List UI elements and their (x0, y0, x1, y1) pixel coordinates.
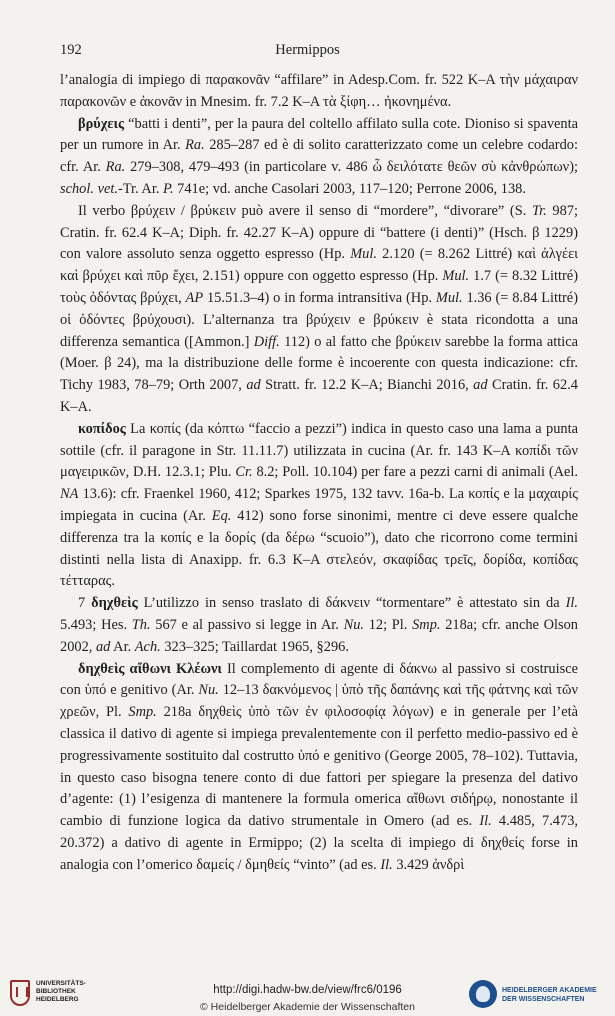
italic-abbrev: Nu. (198, 682, 219, 699)
text-run: l’analogia di impiego di παρακονᾶν “affilare” in Adesp.Com. fr. 522 K–A τὴν μάχαιραν παρακονῶν e ἀκονᾶν in Mnesim. fr. 7.2 K–A τὰ ξίφη… ἠκονημένα. (60, 72, 578, 110)
italic-abbrev: Eq. (211, 507, 232, 524)
text-run: 12; Pl. (364, 616, 413, 633)
paragraph (60, 659, 578, 877)
text-run: 218a δηχθεὶς ὑπὸ τῶν ἐν φιλοσοφίᾳ λόγων) e in generale per l’età classica il dativo di agente si impiega prevalentemente con il perfetto medio-passivo ed è progressivamente sostituito dal costrutto ὑπό e genitivo (George 2005, 78–102). Tuttavia, in questo caso bisogna tenere conto di due fattori per spiegare la presenza del dativo d’agente: (1) l’esigenza di mantenere la formula omerica αἴθωνι σιδήρῳ, nonostante il cambio di funzione logica da dativo strumentale in Omero (ad es. (60, 704, 578, 830)
page-header (60, 42, 555, 62)
text-run: 285–287 ed è di solito caratterizzato come un celebre codardo: cfr. Ar. (60, 137, 578, 176)
italic-abbrev: schol. vet. (60, 180, 118, 197)
italic-abbrev: Mul. (442, 268, 470, 285)
italic-abbrev: Ra. (105, 159, 126, 176)
running-title: Hermippos (275, 42, 340, 58)
page-footer (0, 968, 615, 1016)
text-run: Il verbo βρύχειν / βρύκειν può avere il senso di “mordere”, “divorare” (S. (78, 202, 532, 219)
italic-abbrev: NA (60, 486, 79, 503)
text-run: -Tr. Ar. (117, 180, 164, 197)
italic-abbrev: ad (95, 638, 111, 655)
text-run: Ar. (110, 638, 135, 655)
paragraph (60, 593, 578, 658)
paragraph (60, 201, 578, 419)
digital-copy-url[interactable]: http://digi.hadw-bw.de/view/frc6/0196 (213, 984, 402, 996)
text-run: 567 e al passivo si legge in Ar. (150, 616, 344, 633)
commentary-text (60, 70, 578, 876)
paragraph (60, 114, 578, 201)
text-run: L’utilizzo in senso traslato di δάκνειν “tormentare” è attestato sin da (137, 595, 566, 612)
text-run: 4.485, 7.473, 20.372) a dativo di agente in Ermippo; (2) la scelta di impiego di δηχθείς forse in analogia con l’omerico δαμείς / δμηθείς “vinto” (ad es. (60, 813, 578, 873)
text-run: 13.6): cfr. Fraenkel 1960, 412; Sparkes 1975, 132 tavv. 16a-b. La κοπίς e la μαχαιρίς impiegata in cucina (Ar. (60, 486, 578, 524)
text-run: 15.51.3–4) o in forma intransitiva (Hp. (203, 289, 436, 306)
italic-abbrev: P. (163, 180, 174, 197)
text-run: 279–308, 479–493 (in particolare v. 486 ὦ δειλότατε θεῶν σὺ κἀνθρώπων); (125, 159, 578, 176)
italic-abbrev: Ra. (185, 137, 205, 154)
academy-logo-text: HEIDELBERGER AKADEMIE DER WISSENSCHAFTEN (502, 987, 597, 1003)
italic-abbrev: Smp. (128, 704, 157, 721)
italic-abbrev: Nu. (343, 616, 364, 633)
italic-abbrev: Il. (565, 595, 578, 612)
academy-seal-icon (469, 980, 497, 1008)
italic-abbrev: Mul. (350, 246, 377, 263)
library-logo-text: UNIVERSITÄTS- BIBLIOTHEK HEIDELBERG (36, 980, 86, 1003)
text-run: Cratin. fr. 62.4 K–A. (60, 377, 578, 415)
text-run: 2.120 (= 8.262 Littré) καὶ ἀλγέει καὶ βρύχει καὶ πῦρ ἔχει, 2.151) oppure con oggetto espresso (Hp. (60, 246, 578, 285)
lemma-heading: βρύχεις (78, 115, 125, 132)
italic-abbrev: Cr. (235, 464, 253, 481)
italic-abbrev: AP (185, 289, 204, 306)
text-run: Stratt. fr. 12.2 K–A; Bianchi 2016, (260, 377, 474, 394)
italic-abbrev: Diff. (253, 333, 280, 350)
lemma-heading: δηχθεὶς (91, 595, 138, 612)
academy-logo[interactable] (469, 980, 607, 1010)
text-run: 1.36 (= 8.84 Littré) οἱ ὀδόντες βρύχουσι). L’alternanza tra βρύχειν e βρύκειν è stata ricondotta a una differenza semantica ([Ammon.] (60, 289, 578, 350)
italic-abbrev: Smp. (412, 616, 441, 633)
italic-abbrev: ad (473, 377, 488, 394)
text-run: 741e; vd. anche Casolari 2003, 117–120; Perrone 2006, 138. (173, 180, 526, 197)
text-run: “batti i denti”, per la paura del coltello affilato sulla cote. Dioniso si spaventa per un rumore in Ar. (60, 115, 578, 154)
copyright-notice: © Heidelberger Akademie der Wissenschaften (200, 1001, 415, 1013)
text-run: 323–325; Taillardat 1965, §296. (160, 638, 349, 655)
text-run: 412) sono forse sinonimi, mentre ci deve essere qualche differenza tra la κοπίς e la δορίς (da δέρω “scuoio”), dato che ricorrono come termini distinti nella lista di Anaxipp. fr. 6.3 K–A στελεόν, σκαφίδας τρεῖς, δορίδα, κοπίδας τέτταρας. (60, 507, 578, 590)
italic-abbrev: Th. (131, 616, 151, 633)
text-run: 987; Cratin. fr. 62.4 K–A; Diph. fr. 42.27 K–A) oppure di “battere (i denti)” (Hsch. β 1229) con valore assoluto senza oggetto espresso (Hp. (60, 202, 579, 263)
paragraph (60, 419, 578, 593)
italic-abbrev: Mul. (435, 289, 463, 306)
paragraph (60, 70, 578, 114)
text-run: 8.2; Poll. 10.104) per fare a pezzi carni di animali (Ael. (252, 464, 578, 481)
lemma-heading: δηχθεὶς αἴθωνι Κλέωνι (78, 660, 222, 677)
italic-abbrev: Ach. (134, 638, 161, 655)
text-run: 112) o al fatto che βρύκειν sarebbe la forma attica (Moer. β 24), ma la distribuzione delle forme è incoerente con questa indicazione: cfr. Tichy 1983, 78–79; Orth 2007, (60, 333, 579, 394)
italic-abbrev: ad (246, 377, 261, 394)
italic-abbrev: Tr. (531, 202, 547, 219)
text-run: 218a; cfr. anche Olson 2002, (60, 616, 578, 655)
text-run: 3.429 ἀνδρὶ (392, 856, 465, 873)
page-number: 192 (60, 42, 82, 58)
text-run: La κοπίς (da κόπτω “faccio a pezzi”) indica in questo caso una lama a punta sottile (cfr. il paragone in Str. 11.11.7) utilizzata in cucina (Ar. fr. 143 K–A κοπίδι τῶν μαγειρικῶν, D.H. 12.3.1; Plu. (60, 420, 578, 481)
text-run: 12–13 δακνόμενος | ὑπὸ τῆς δαπάνης καὶ τῆς φάτνης καὶ τῶν χρεῶν, Pl. (60, 682, 579, 721)
italic-abbrev: Il. (380, 856, 393, 873)
lemma-heading: κοπίδος (78, 420, 126, 437)
text-run: 5.493; Hes. (60, 616, 132, 633)
text-run: Il complemento di agente di δάκνω al passivo si costruisce con ὑπό e genitivo (Ar. (60, 660, 579, 699)
text-run: 7 (78, 595, 92, 612)
text-run: 1.7 (= 8.32 Littré) τοὺς ὀδόντας βρύχει, (60, 268, 578, 306)
italic-abbrev: Il. (479, 813, 492, 830)
